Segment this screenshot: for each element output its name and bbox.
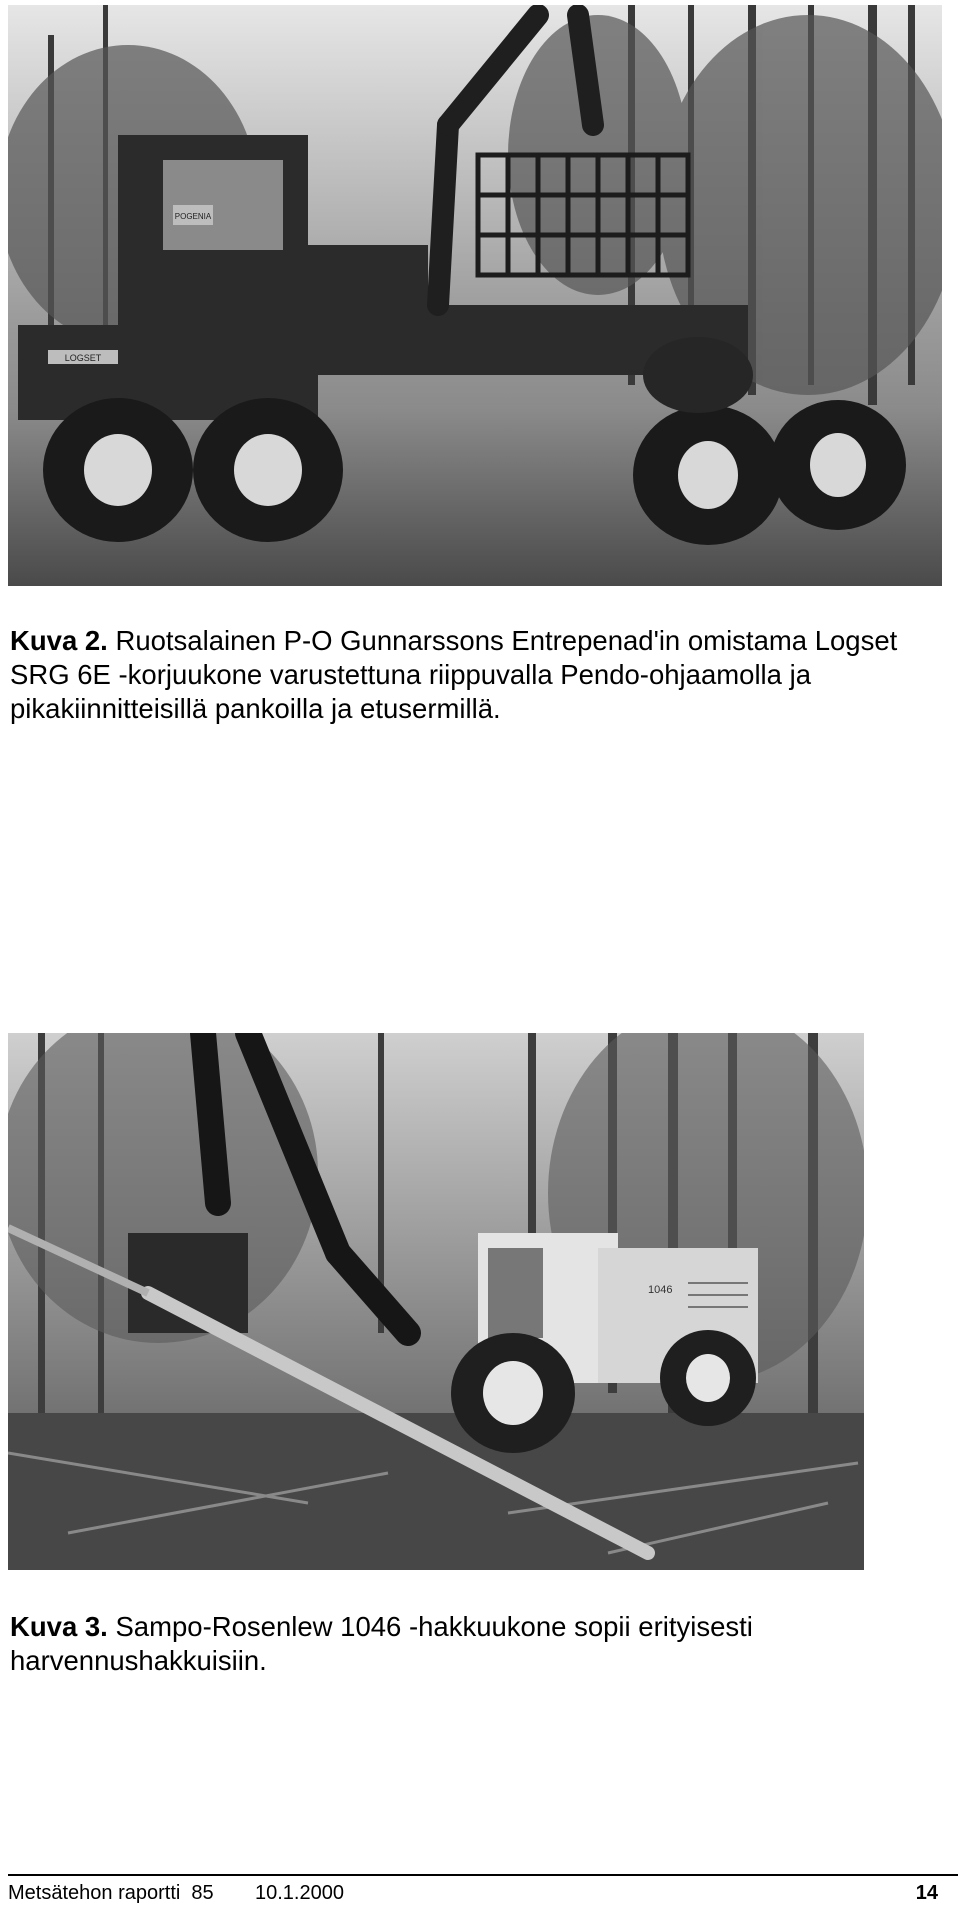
figure-label-2: Kuva 2. — [10, 625, 108, 656]
logset-plate-text: LOGSET — [64, 353, 102, 363]
forwarder-photo — [8, 5, 942, 586]
page-number: 14 — [915, 1882, 938, 1904]
harvester-number-text: 1046 — [648, 1284, 673, 1296]
figure-text-3: Sampo-Rosenlew 1046 -hakkuukone sopii erityisesti harvennushakkuisiin. — [10, 1611, 753, 1676]
harvester-photo — [8, 1033, 864, 1570]
figure-caption-3 — [10, 1610, 940, 1678]
figure-text-2: Ruotsalainen P-O Gunnarssons Entrepenad'in omistama Logset SRG 6E -korjuukone varustettuna riippuvalla Pendo-ohjaamolla ja pikakiinnitteisillä pankoilla ja etusermillä. — [10, 625, 898, 724]
cab-plate-text: POGENIA — [174, 212, 212, 221]
footer-report-title: Metsätehon raportti 85 — [8, 1882, 214, 1904]
figure-caption-2 — [10, 624, 940, 726]
figure-label-3: Kuva 3. — [10, 1611, 108, 1642]
footer-rule — [8, 1874, 958, 1876]
page-footer — [8, 1880, 938, 1906]
footer-date: 10.1.2000 — [255, 1882, 344, 1904]
